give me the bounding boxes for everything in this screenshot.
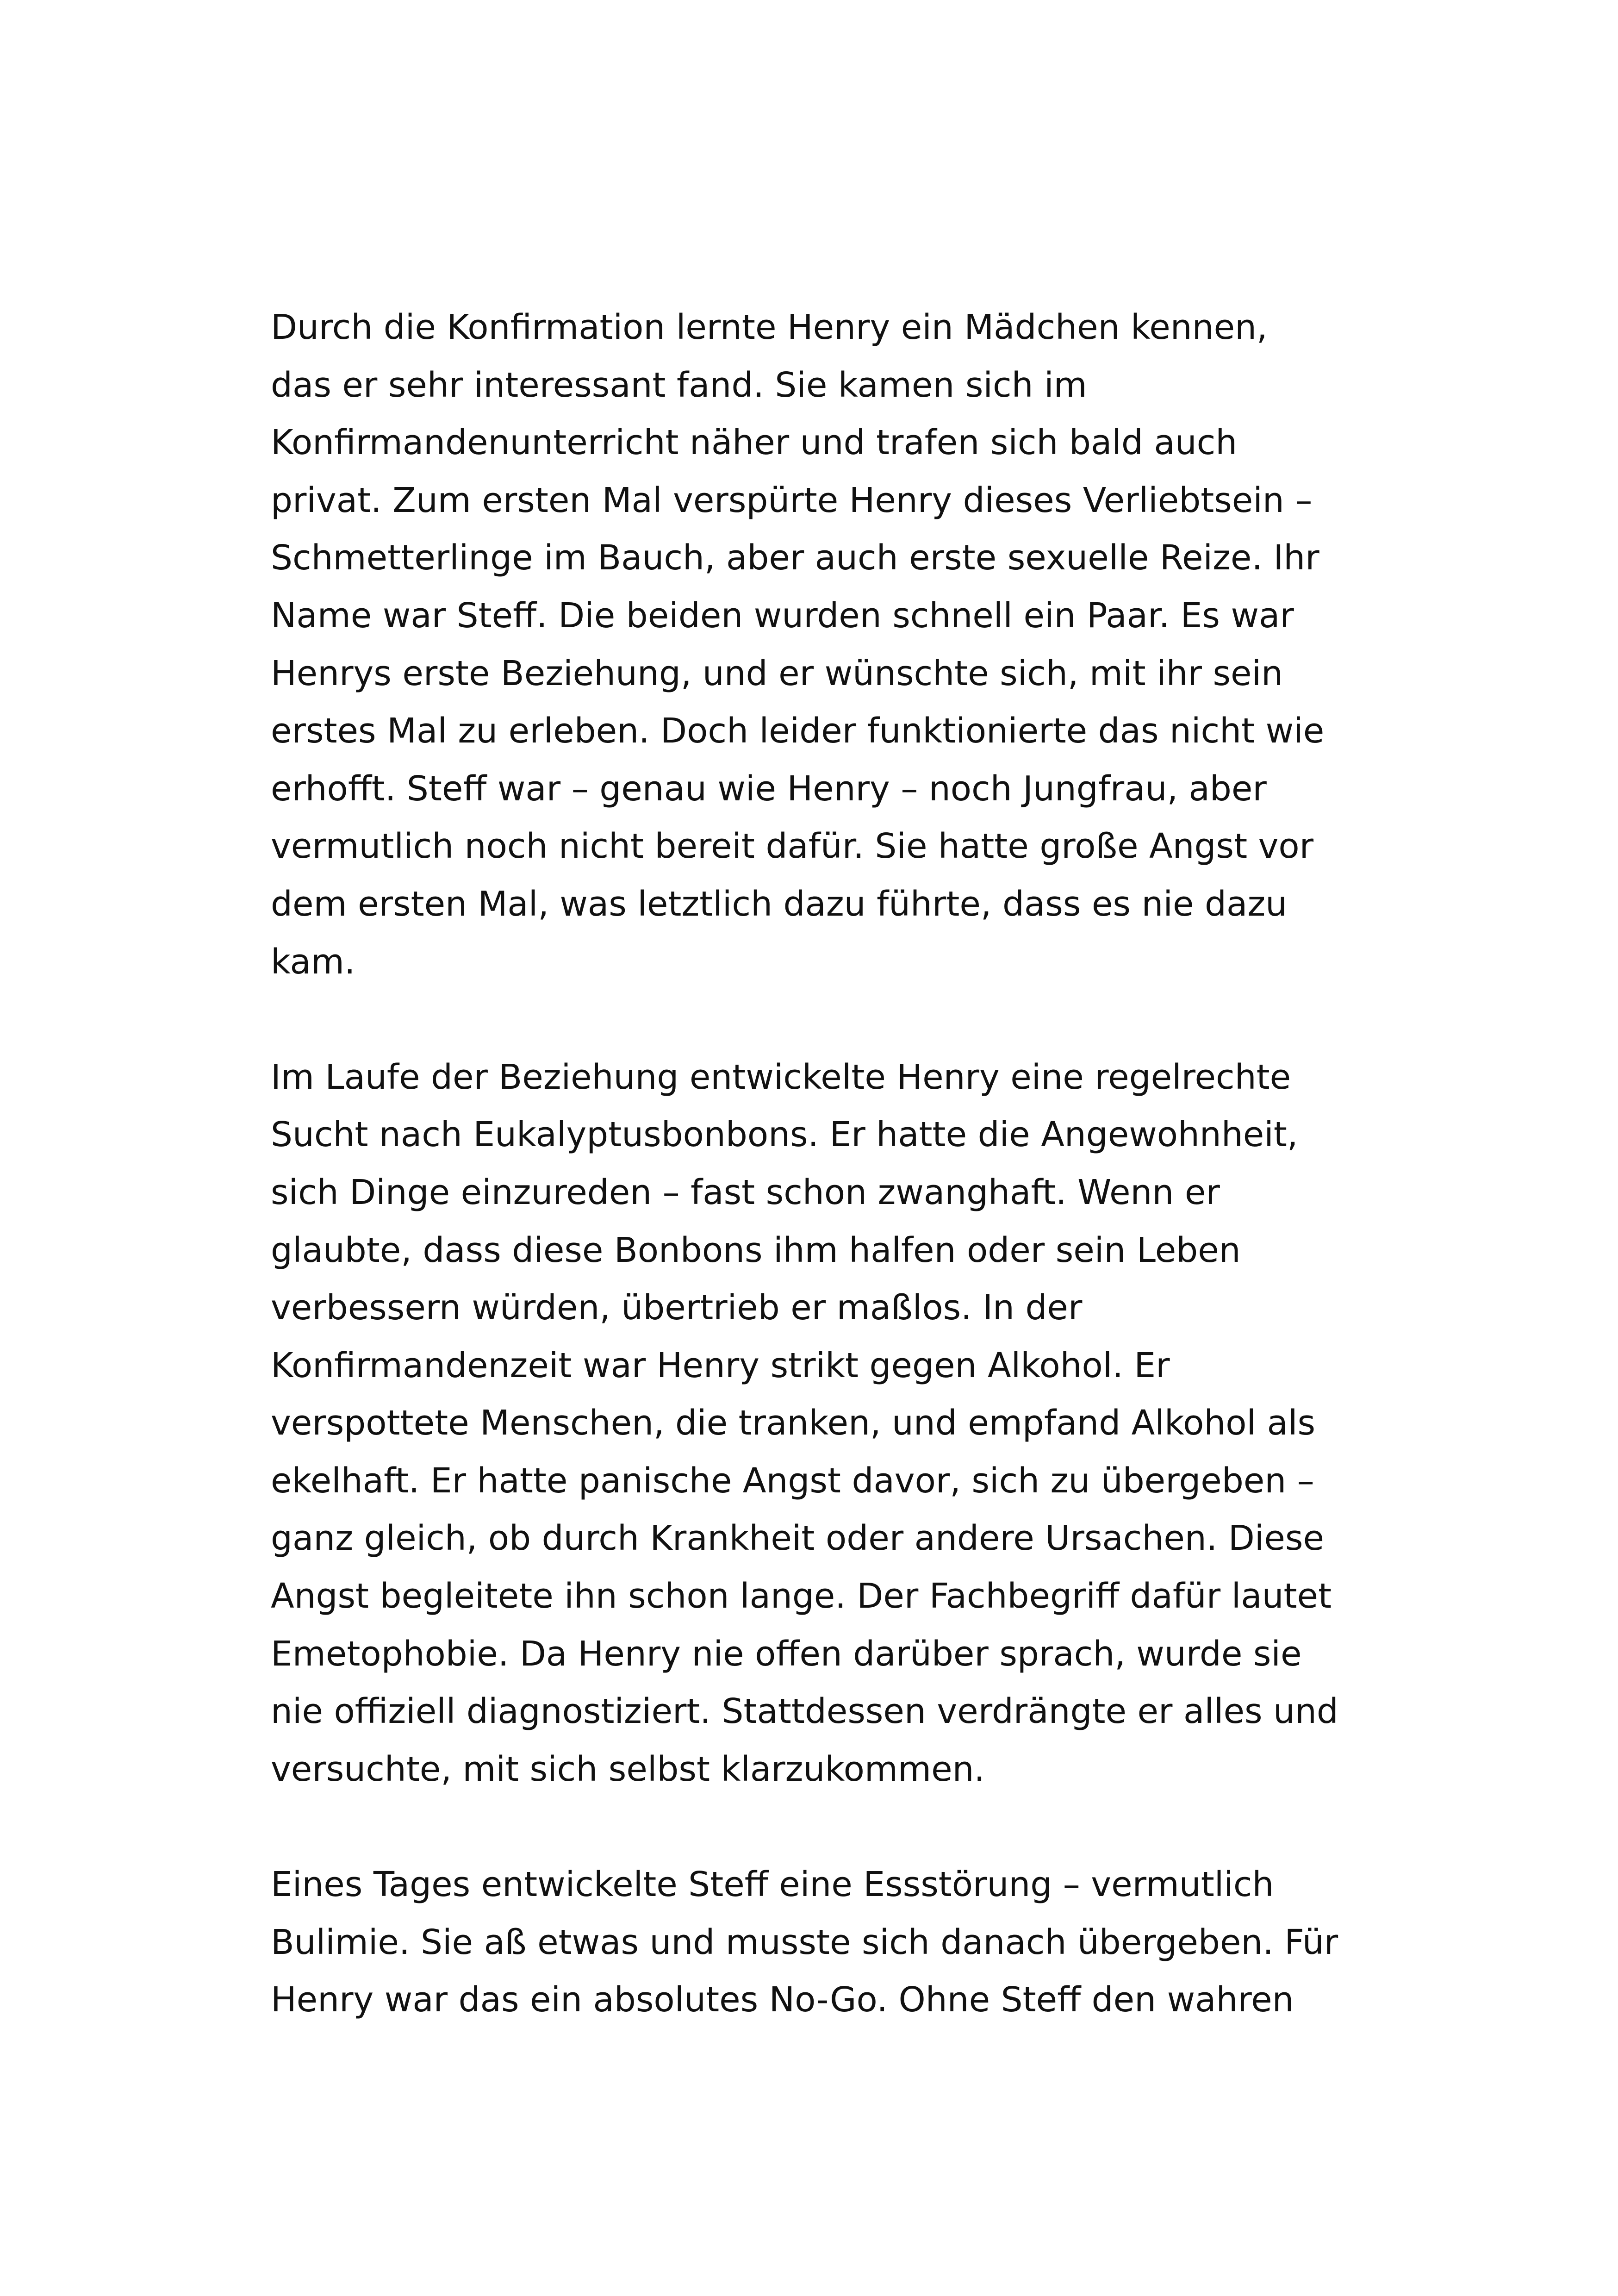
text-line: Durch die Konfirmation lernte Henry ein Mädchen kennen, [271, 307, 1268, 347]
text-line: Henrys erste Beziehung, und er wünschte sich, mit ihr sein [271, 653, 1283, 693]
text-line: Eines Tages entwickelte Steff eine Essstörung – vermutlich [271, 1865, 1274, 1905]
body-text [271, 299, 1349, 2029]
paragraph-2 [271, 1048, 1349, 1798]
text-line: verbessern würden, übertrieb er maßlos. In der [271, 1288, 1083, 1328]
text-line: Henry war das ein absolutes No-Go. Ohne Steff den wahren [271, 1980, 1294, 2020]
paragraph-3 [271, 1856, 1349, 2029]
text-line: verspottete Menschen, die tranken, und empfand Alkohol als [271, 1403, 1316, 1443]
text-line: das er sehr interessant fand. Sie kamen sich im [271, 365, 1087, 405]
text-line: versuchte, mit sich selbst klarzukommen. [271, 1749, 985, 1789]
text-line: Bulimie. Sie aß etwas und musste sich danach übergeben. Für [271, 1922, 1338, 1962]
text-line: nie offiziell diagnostiziert. Stattdessen verdrängte er alles und [271, 1691, 1338, 1732]
text-line: Konfirmandenunterricht näher und trafen sich bald auch [271, 423, 1238, 463]
text-line: vermutlich noch nicht bereit dafür. Sie hatte große Angst vor [271, 826, 1314, 867]
text-line: erstes Mal zu erleben. Doch leider funktionierte das nicht wie [271, 711, 1325, 751]
text-line: Name war Steff. Die beiden wurden schnell ein Paar. Es war [271, 595, 1294, 636]
paragraph-spacing [271, 1798, 1349, 1856]
text-line: Emetophobie. Da Henry nie offen darüber sprach, wurde sie [271, 1634, 1302, 1674]
text-line: Sucht nach Eukalyptusbonbons. Er hatte die Angewohnheit, [271, 1115, 1298, 1155]
text-line: erhofft. Steff war – genau wie Henry – noch Jungfrau, aber [271, 768, 1267, 809]
text-line: sich Dinge einzureden – fast schon zwanghaft. Wenn er [271, 1172, 1220, 1212]
text-line: Schmetterlinge im Bauch, aber auch erste sexuelle Reize. Ihr [271, 538, 1319, 578]
text-line: ganz gleich, ob durch Krankheit oder andere Ursachen. Diese [271, 1518, 1324, 1559]
text-line: privat. Zum ersten Mal verspürte Henry dieses Verliebtsein – [271, 480, 1313, 520]
text-line: Im Laufe der Beziehung entwickelte Henry eine regelrechte [271, 1057, 1291, 1097]
paragraph-spacing [271, 991, 1349, 1048]
text-line: Angst begleitete ihn schon lange. Der Fachbegriff dafür lautet [271, 1576, 1332, 1616]
text-line: ekelhaft. Er hatte panische Angst davor, sich zu übergeben – [271, 1460, 1314, 1501]
text-line: kam. [271, 942, 355, 982]
paragraph-1 [271, 299, 1349, 991]
text-line: Konfirmandenzeit war Henry strikt gegen Alkohol. Er [271, 1345, 1170, 1385]
text-line: glaubte, dass diese Bonbons ihm halfen oder sein Leben [271, 1230, 1241, 1270]
text-line: dem ersten Mal, was letztlich dazu führte, dass es nie dazu [271, 884, 1288, 924]
